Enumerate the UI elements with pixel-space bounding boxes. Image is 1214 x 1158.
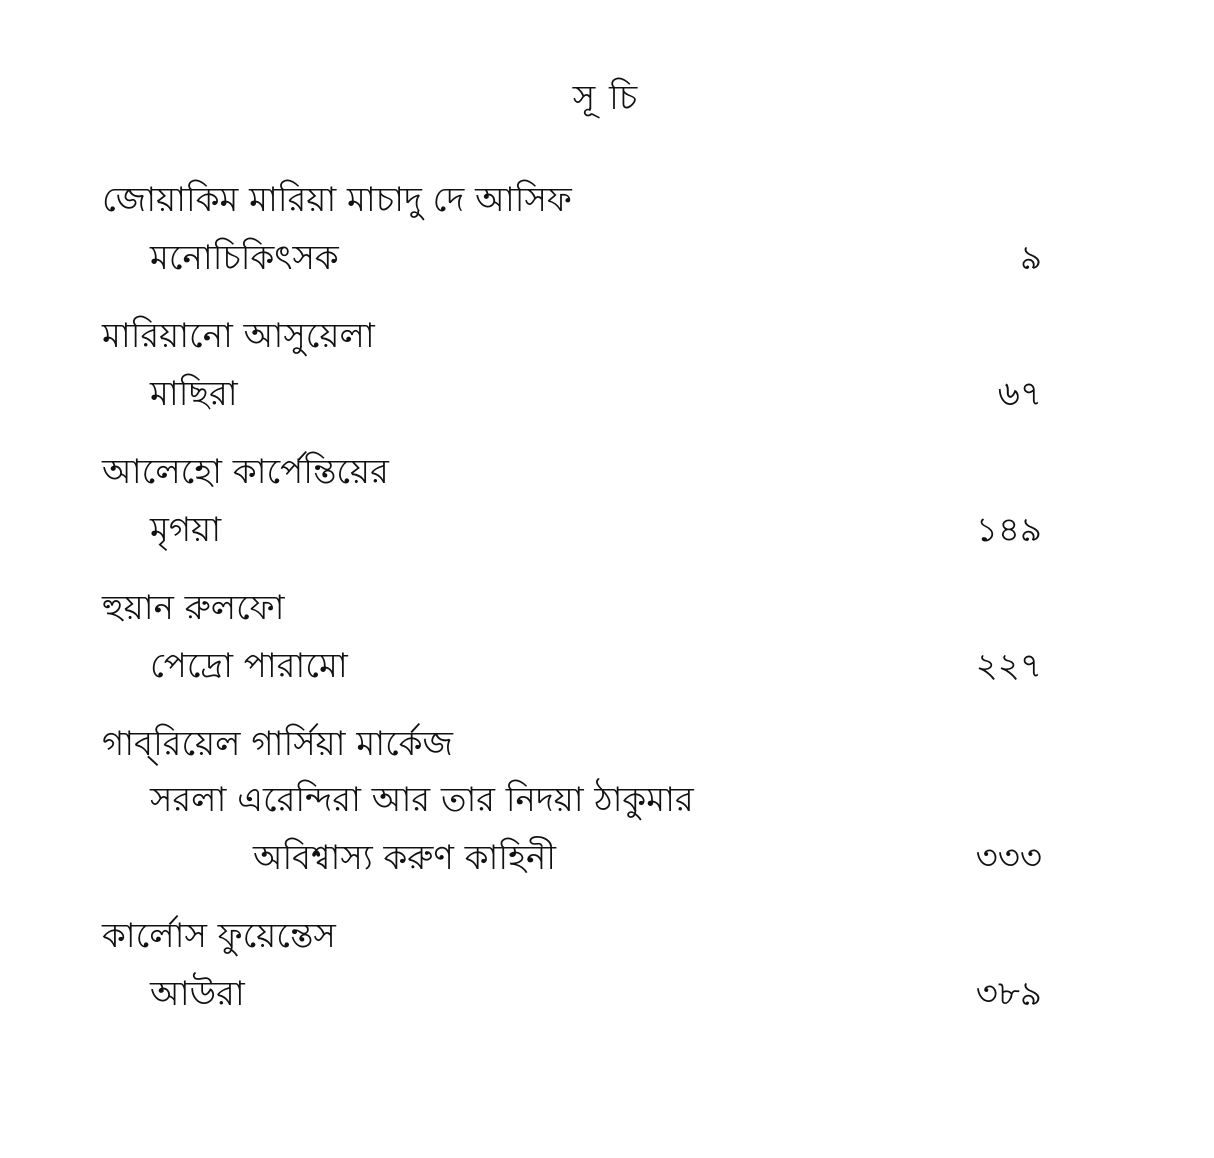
entry-5-work: সরলা এরেন্দিরা আর তার নিদয়া ঠাকুমার xyxy=(150,780,694,820)
entry-3-author: আলেহো কার্পেন্তিয়ের xyxy=(102,452,389,492)
entry-5-work-continued: অবিশ্বাস্য করুণ কাহিনী xyxy=(253,838,556,878)
entry-6-page: ৩৮৯ xyxy=(975,974,1042,1014)
page-title: সূচি xyxy=(572,78,652,118)
entry-2-page: ৬৭ xyxy=(997,374,1042,414)
entry-1-page: ৯ xyxy=(1019,238,1042,278)
entry-5-author: গাব্‌রিয়েল গার্সিয়া মার্কেজ xyxy=(102,724,453,764)
entry-4-page: ২২৭ xyxy=(975,646,1042,686)
entry-6-work: আউরা xyxy=(150,974,245,1014)
entry-6-author: কার্লোস ফুয়েন্তেস xyxy=(102,916,336,956)
entry-5-page: ৩৩৩ xyxy=(975,838,1042,878)
entry-4-work: পেদ্রো পারামো xyxy=(150,646,348,686)
entry-3-work: মৃগয়া xyxy=(150,510,222,550)
entry-1-author: জোয়াকিম মারিয়া মাচাদু দে আসিফ xyxy=(102,180,572,220)
entry-1-work: মনোচিকিৎসক xyxy=(150,238,339,278)
entry-2-work: মাছিরা xyxy=(150,374,238,414)
entry-4-author: হুয়ান রুলফো xyxy=(102,588,285,628)
entry-3-page: ১৪৯ xyxy=(975,510,1042,550)
entry-2-author: মারিয়ানো আসুয়েলা xyxy=(102,316,375,356)
